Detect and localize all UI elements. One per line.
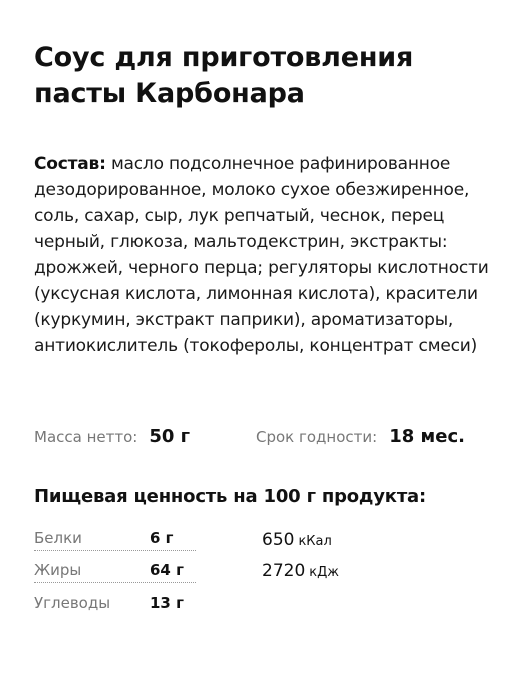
shelf-life [256,426,465,450]
composition-ingredients: масло подсолнечное рафинированное дезодорированное, молоко сухое обезжиренное, соль, сахар, сыр, лук репчатый, чеснок, перец черный, глюкоза, мальтодекстрин, экстракты: дрожжей, черного перца; регуляторы кислотности (уксусная кислота, лимонная кислота), красители (куркумин, экстракт паприки), ароматизаторы, антиокислитель (токоферолы, концентрат смеси) [34,154,489,356]
nutrient-value: 6 г [150,529,174,547]
nutrition-row-carbs [34,594,196,616]
nutrition-row-fat [34,561,196,583]
shelf-life-value: 18 мес. [389,426,465,447]
nutrition-title: Пищевая ценность на 100 г продукта: [34,486,426,507]
energy-kj-value: 2720 [262,561,306,581]
composition-label: Состав: [34,154,106,174]
energy-kcal [262,530,332,554]
net-weight-label: Масса нетто: [34,428,138,446]
nutrient-value: 64 г [150,561,184,579]
product-title: Соус для приготовления пасты Карбонара [34,42,414,109]
dotted-divider [34,550,196,551]
net-weight [34,426,190,450]
nutrient-value: 13 г [150,594,184,612]
nutrient-name: Жиры [34,561,82,579]
nutrient-name: Углеводы [34,594,111,612]
energy-kcal-value: 650 [262,530,295,550]
nutrient-name: Белки [34,529,82,547]
composition-text [34,151,496,359]
nutrition-row-protein [34,529,196,551]
energy-kj-unit: кДж [309,565,339,580]
shelf-life-label: Срок годности: [256,428,378,446]
net-weight-value: 50 г [149,426,191,447]
dotted-divider [34,582,196,583]
energy-kcal-unit: кКал [298,534,332,549]
energy-kj [262,561,339,585]
